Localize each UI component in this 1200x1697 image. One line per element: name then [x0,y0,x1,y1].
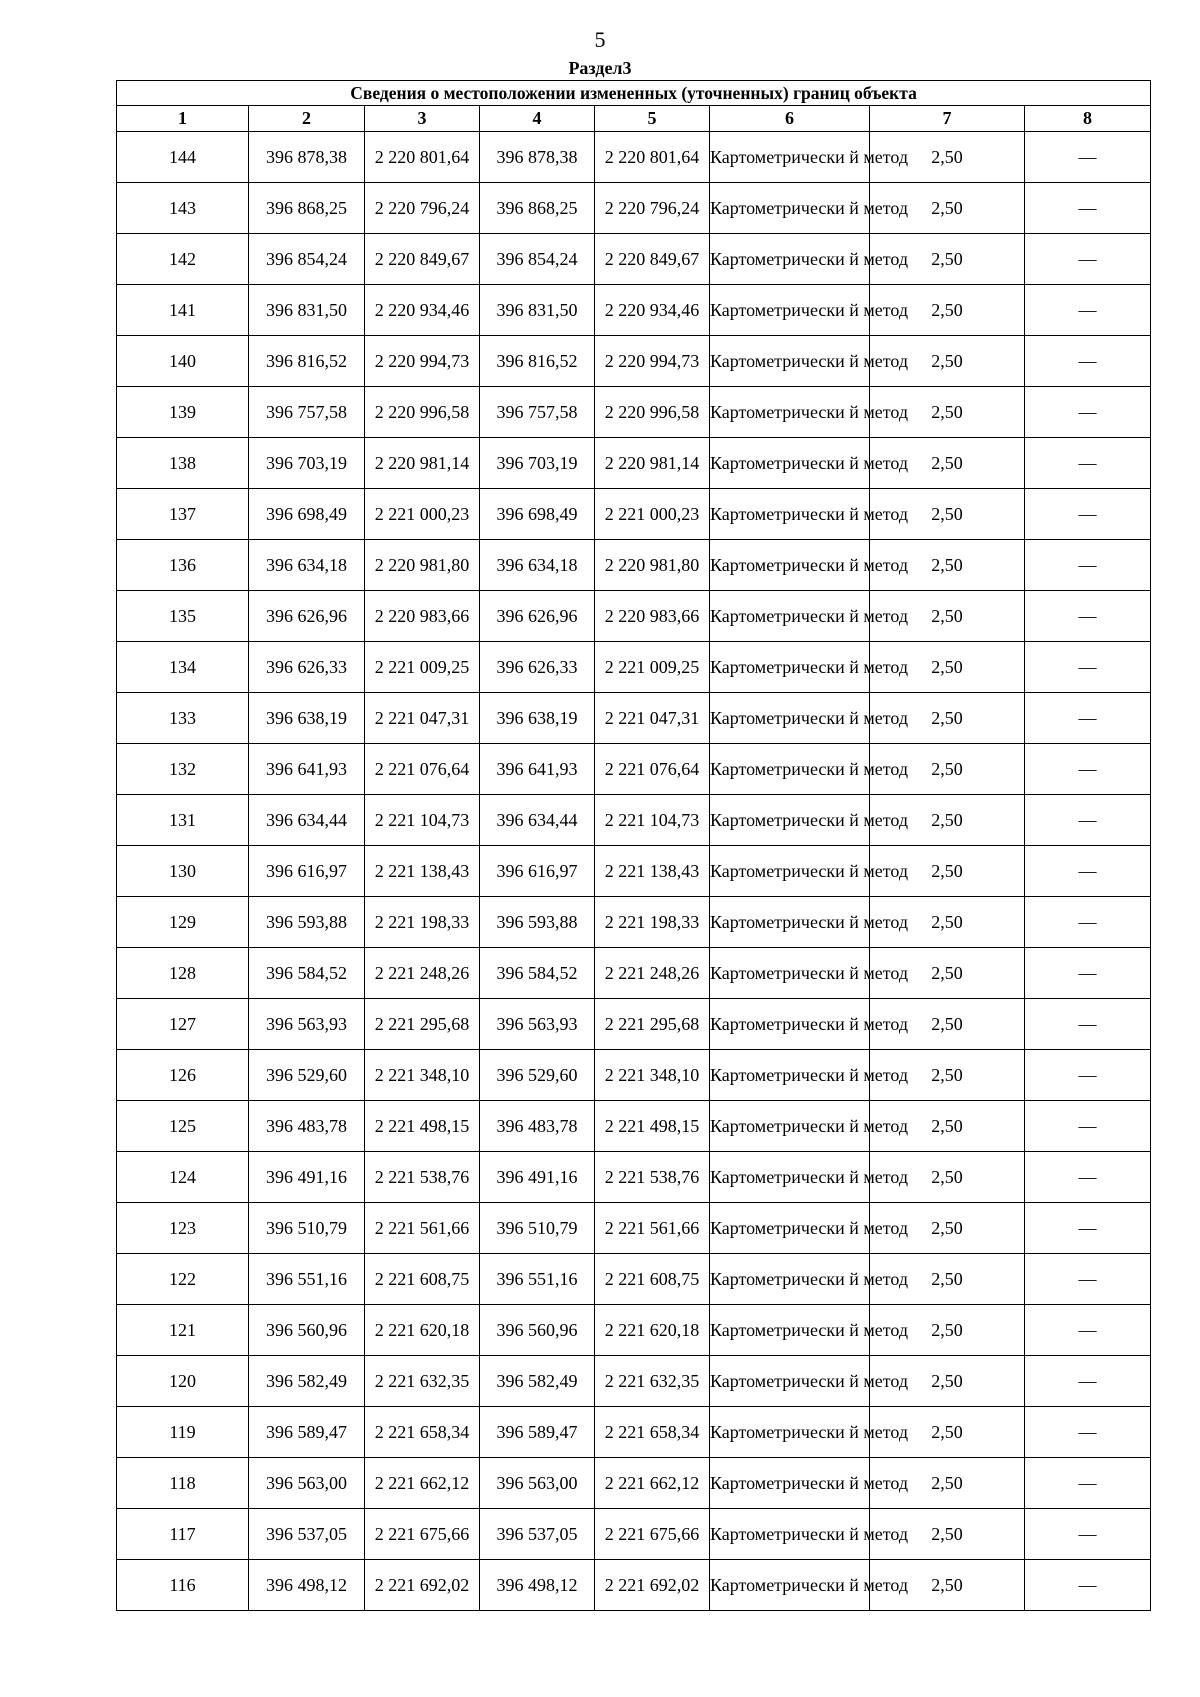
description-cell: — [1025,438,1151,489]
point-number-cell: 121 [117,1305,249,1356]
point-number-cell: 143 [117,183,249,234]
point-number-cell: 140 [117,336,249,387]
table-row [117,1254,1151,1305]
column-number: 4 [480,106,595,132]
accuracy-cell: 2,50 [870,795,1025,846]
accuracy-cell: 2,50 [870,744,1025,795]
table-row [117,897,1151,948]
x-refined-cell: 396 626,96 [480,591,595,642]
description-cell: — [1025,1254,1151,1305]
method-cell: Картометрически й метод [710,591,870,642]
x-existing-cell: 396 703,19 [249,438,365,489]
description-cell: — [1025,234,1151,285]
method-cell: Картометрически й метод [710,795,870,846]
method-cell: Картометрически й метод [710,132,870,183]
point-number-cell: 141 [117,285,249,336]
description-cell: — [1025,846,1151,897]
method-cell: Картометрически й метод [710,1509,870,1560]
table-row [117,948,1151,999]
method-cell: Картометрически й метод [710,540,870,591]
accuracy-cell: 2,50 [870,846,1025,897]
x-refined-cell: 396 634,44 [480,795,595,846]
accuracy-cell: 2,50 [870,1458,1025,1509]
method-cell: Картометрически й метод [710,1101,870,1152]
table-row [117,846,1151,897]
y-existing-cell: 2 220 994,73 [365,336,480,387]
point-number-cell: 144 [117,132,249,183]
accuracy-cell: 2,50 [870,132,1025,183]
accuracy-cell: 2,50 [870,948,1025,999]
point-number-cell: 117 [117,1509,249,1560]
accuracy-cell: 2,50 [870,387,1025,438]
point-number-cell: 120 [117,1356,249,1407]
accuracy-cell: 2,50 [870,642,1025,693]
table-row [117,1458,1151,1509]
point-number-cell: 135 [117,591,249,642]
point-number-cell: 137 [117,489,249,540]
x-refined-cell: 396 582,49 [480,1356,595,1407]
description-cell: — [1025,1152,1151,1203]
point-number-cell: 125 [117,1101,249,1152]
description-cell: — [1025,591,1151,642]
table-row [117,693,1151,744]
point-number-cell: 130 [117,846,249,897]
point-number-cell: 132 [117,744,249,795]
column-number: 2 [249,106,365,132]
table-row [117,183,1151,234]
x-refined-cell: 396 854,24 [480,234,595,285]
x-refined-cell: 396 638,19 [480,693,595,744]
boundary-coordinates-table [116,80,1151,1611]
y-refined-cell: 2 220 934,46 [595,285,710,336]
accuracy-cell: 2,50 [870,336,1025,387]
x-existing-cell: 396 638,19 [249,693,365,744]
y-refined-cell: 2 221 561,66 [595,1203,710,1254]
description-cell: — [1025,540,1151,591]
y-existing-cell: 2 220 983,66 [365,591,480,642]
y-existing-cell: 2 220 801,64 [365,132,480,183]
accuracy-cell: 2,50 [870,1305,1025,1356]
y-existing-cell: 2 220 849,67 [365,234,480,285]
x-refined-cell: 396 551,16 [480,1254,595,1305]
method-cell: Картометрически й метод [710,387,870,438]
method-cell: Картометрически й метод [710,846,870,897]
x-refined-cell: 396 868,25 [480,183,595,234]
table-row [117,1407,1151,1458]
x-existing-cell: 396 537,05 [249,1509,365,1560]
method-cell: Картометрически й метод [710,489,870,540]
method-cell: Картометрически й метод [710,693,870,744]
x-existing-cell: 396 563,93 [249,999,365,1050]
x-existing-cell: 396 641,93 [249,744,365,795]
column-number: 1 [117,106,249,132]
accuracy-cell: 2,50 [870,1356,1025,1407]
description-cell: — [1025,999,1151,1050]
x-refined-cell: 396 634,18 [480,540,595,591]
accuracy-cell: 2,50 [870,693,1025,744]
x-refined-cell: 396 831,50 [480,285,595,336]
x-refined-cell: 396 878,38 [480,132,595,183]
x-existing-cell: 396 698,49 [249,489,365,540]
method-cell: Картометрически й метод [710,642,870,693]
method-cell: Картометрически й метод [710,1305,870,1356]
x-refined-cell: 396 698,49 [480,489,595,540]
x-refined-cell: 396 641,93 [480,744,595,795]
accuracy-cell: 2,50 [870,1254,1025,1305]
x-refined-cell: 396 529,60 [480,1050,595,1101]
y-refined-cell: 2 221 620,18 [595,1305,710,1356]
y-refined-cell: 2 221 662,12 [595,1458,710,1509]
column-number: 6 [710,106,870,132]
y-refined-cell: 2 221 104,73 [595,795,710,846]
method-cell: Картометрически й метод [710,1356,870,1407]
y-existing-cell: 2 221 009,25 [365,642,480,693]
description-cell: — [1025,183,1151,234]
accuracy-cell: 2,50 [870,489,1025,540]
accuracy-cell: 2,50 [870,591,1025,642]
table-row [117,1152,1151,1203]
table-row [117,489,1151,540]
y-existing-cell: 2 221 348,10 [365,1050,480,1101]
y-existing-cell: 2 220 996,58 [365,387,480,438]
y-existing-cell: 2 221 076,64 [365,744,480,795]
table-row [117,336,1151,387]
x-refined-cell: 396 491,16 [480,1152,595,1203]
x-existing-cell: 396 498,12 [249,1560,365,1611]
table-row [117,234,1151,285]
description-cell: — [1025,132,1151,183]
point-number-cell: 127 [117,999,249,1050]
table-row [117,591,1151,642]
point-number-cell: 123 [117,1203,249,1254]
column-number: 5 [595,106,710,132]
description-cell: — [1025,1458,1151,1509]
x-existing-cell: 396 757,58 [249,387,365,438]
point-number-cell: 119 [117,1407,249,1458]
y-refined-cell: 2 221 047,31 [595,693,710,744]
x-existing-cell: 396 589,47 [249,1407,365,1458]
description-cell: — [1025,1050,1151,1101]
point-number-cell: 134 [117,642,249,693]
x-existing-cell: 396 551,16 [249,1254,365,1305]
table-row [117,999,1151,1050]
accuracy-cell: 2,50 [870,183,1025,234]
method-cell: Картометрически й метод [710,1254,870,1305]
y-existing-cell: 2 221 658,34 [365,1407,480,1458]
column-number: 3 [365,106,480,132]
description-cell: — [1025,1356,1151,1407]
description-cell: — [1025,795,1151,846]
description-cell: — [1025,1203,1151,1254]
point-number-cell: 136 [117,540,249,591]
y-existing-cell: 2 221 295,68 [365,999,480,1050]
x-existing-cell: 396 560,96 [249,1305,365,1356]
description-cell: — [1025,744,1151,795]
point-number-cell: 129 [117,897,249,948]
x-existing-cell: 396 483,78 [249,1101,365,1152]
x-refined-cell: 396 537,05 [480,1509,595,1560]
point-number-cell: 118 [117,1458,249,1509]
column-number-row [117,106,1151,132]
method-cell: Картометрически й метод [710,438,870,489]
x-refined-cell: 396 757,58 [480,387,595,438]
method-cell: Картометрически й метод [710,1560,870,1611]
method-cell: Картометрически й метод [710,336,870,387]
description-cell: — [1025,642,1151,693]
y-refined-cell: 2 220 981,80 [595,540,710,591]
y-refined-cell: 2 220 983,66 [595,591,710,642]
x-refined-cell: 396 593,88 [480,897,595,948]
x-refined-cell: 396 703,19 [480,438,595,489]
y-existing-cell: 2 221 632,35 [365,1356,480,1407]
y-refined-cell: 2 221 498,15 [595,1101,710,1152]
description-cell: — [1025,897,1151,948]
x-existing-cell: 396 510,79 [249,1203,365,1254]
x-refined-cell: 396 510,79 [480,1203,595,1254]
accuracy-cell: 2,50 [870,438,1025,489]
y-existing-cell: 2 221 198,33 [365,897,480,948]
y-refined-cell: 2 221 198,33 [595,897,710,948]
description-cell: — [1025,387,1151,438]
y-refined-cell: 2 221 000,23 [595,489,710,540]
x-existing-cell: 396 582,49 [249,1356,365,1407]
table-row [117,387,1151,438]
description-cell: — [1025,336,1151,387]
table-row [117,540,1151,591]
y-refined-cell: 2 221 295,68 [595,999,710,1050]
x-existing-cell: 396 584,52 [249,948,365,999]
y-refined-cell: 2 220 981,14 [595,438,710,489]
table-row [117,1509,1151,1560]
section-title: Раздел3 [568,58,632,78]
accuracy-cell: 2,50 [870,1407,1025,1458]
y-refined-cell: 2 220 801,64 [595,132,710,183]
y-refined-cell: 2 220 996,58 [595,387,710,438]
table-row [117,1050,1151,1101]
description-cell: — [1025,1101,1151,1152]
x-refined-cell: 396 589,47 [480,1407,595,1458]
table-row [117,1356,1151,1407]
description-cell: — [1025,693,1151,744]
y-refined-cell: 2 221 538,76 [595,1152,710,1203]
table-caption: Сведения о местоположении измененных (уточненных) границ объекта [117,81,1151,106]
y-refined-cell: 2 221 675,66 [595,1509,710,1560]
x-existing-cell: 396 491,16 [249,1152,365,1203]
x-existing-cell: 396 593,88 [249,897,365,948]
y-existing-cell: 2 220 981,14 [365,438,480,489]
x-refined-cell: 396 626,33 [480,642,595,693]
y-existing-cell: 2 221 104,73 [365,795,480,846]
accuracy-cell: 2,50 [870,1509,1025,1560]
y-existing-cell: 2 221 248,26 [365,948,480,999]
x-refined-cell: 396 563,00 [480,1458,595,1509]
x-refined-cell: 396 560,96 [480,1305,595,1356]
accuracy-cell: 2,50 [870,540,1025,591]
point-number-cell: 126 [117,1050,249,1101]
y-refined-cell: 2 221 009,25 [595,642,710,693]
x-existing-cell: 396 634,18 [249,540,365,591]
table-row [117,438,1151,489]
table-row [117,1560,1151,1611]
y-existing-cell: 2 221 692,02 [365,1560,480,1611]
method-cell: Картометрически й метод [710,948,870,999]
method-cell: Картометрически й метод [710,897,870,948]
table-row [117,744,1151,795]
y-existing-cell: 2 221 000,23 [365,489,480,540]
description-cell: — [1025,489,1151,540]
y-refined-cell: 2 221 658,34 [595,1407,710,1458]
y-refined-cell: 2 221 138,43 [595,846,710,897]
y-existing-cell: 2 221 047,31 [365,693,480,744]
accuracy-cell: 2,50 [870,999,1025,1050]
x-refined-cell: 396 584,52 [480,948,595,999]
x-existing-cell: 396 634,44 [249,795,365,846]
x-existing-cell: 396 563,00 [249,1458,365,1509]
y-refined-cell: 2 221 692,02 [595,1560,710,1611]
point-number-cell: 122 [117,1254,249,1305]
x-existing-cell: 396 626,33 [249,642,365,693]
accuracy-cell: 2,50 [870,1050,1025,1101]
column-number: 7 [870,106,1025,132]
accuracy-cell: 2,50 [870,285,1025,336]
y-refined-cell: 2 221 348,10 [595,1050,710,1101]
y-refined-cell: 2 220 994,73 [595,336,710,387]
accuracy-cell: 2,50 [870,1203,1025,1254]
description-cell: — [1025,1407,1151,1458]
accuracy-cell: 2,50 [870,1560,1025,1611]
method-cell: Картометрически й метод [710,234,870,285]
accuracy-cell: 2,50 [870,1152,1025,1203]
accuracy-cell: 2,50 [870,234,1025,285]
method-cell: Картометрически й метод [710,285,870,336]
y-refined-cell: 2 221 076,64 [595,744,710,795]
y-refined-cell: 2 220 849,67 [595,234,710,285]
point-number-cell: 124 [117,1152,249,1203]
y-refined-cell: 2 221 248,26 [595,948,710,999]
y-existing-cell: 2 221 538,76 [365,1152,480,1203]
y-existing-cell: 2 221 662,12 [365,1458,480,1509]
x-existing-cell: 396 626,96 [249,591,365,642]
point-number-cell: 133 [117,693,249,744]
table-row [117,1203,1151,1254]
x-refined-cell: 396 616,97 [480,846,595,897]
method-cell: Картометрически й метод [710,1407,870,1458]
description-cell: — [1025,1560,1151,1611]
y-existing-cell: 2 221 561,66 [365,1203,480,1254]
x-existing-cell: 396 854,24 [249,234,365,285]
table-row [117,642,1151,693]
y-existing-cell: 2 220 796,24 [365,183,480,234]
page-number: 5 [594,27,606,52]
y-existing-cell: 2 221 675,66 [365,1509,480,1560]
y-existing-cell: 2 220 934,46 [365,285,480,336]
x-refined-cell: 396 498,12 [480,1560,595,1611]
column-number: 8 [1025,106,1151,132]
x-refined-cell: 396 483,78 [480,1101,595,1152]
x-existing-cell: 396 831,50 [249,285,365,336]
point-number-cell: 128 [117,948,249,999]
point-number-cell: 116 [117,1560,249,1611]
y-existing-cell: 2 220 981,80 [365,540,480,591]
x-existing-cell: 396 868,25 [249,183,365,234]
y-existing-cell: 2 221 498,15 [365,1101,480,1152]
point-number-cell: 131 [117,795,249,846]
accuracy-cell: 2,50 [870,1101,1025,1152]
x-existing-cell: 396 529,60 [249,1050,365,1101]
x-existing-cell: 396 816,52 [249,336,365,387]
description-cell: — [1025,1509,1151,1560]
x-refined-cell: 396 563,93 [480,999,595,1050]
y-existing-cell: 2 221 608,75 [365,1254,480,1305]
y-refined-cell: 2 221 608,75 [595,1254,710,1305]
method-cell: Картометрически й метод [710,183,870,234]
point-number-cell: 138 [117,438,249,489]
description-cell: — [1025,948,1151,999]
x-existing-cell: 396 878,38 [249,132,365,183]
description-cell: — [1025,285,1151,336]
x-existing-cell: 396 616,97 [249,846,365,897]
x-refined-cell: 396 816,52 [480,336,595,387]
table-row [117,795,1151,846]
method-cell: Картометрически й метод [710,1050,870,1101]
y-existing-cell: 2 221 138,43 [365,846,480,897]
y-refined-cell: 2 220 796,24 [595,183,710,234]
method-cell: Картометрически й метод [710,1203,870,1254]
method-cell: Картометрически й метод [710,1458,870,1509]
table-row [117,285,1151,336]
method-cell: Картометрически й метод [710,744,870,795]
y-existing-cell: 2 221 620,18 [365,1305,480,1356]
table-body [117,132,1151,1611]
method-cell: Картометрически й метод [710,999,870,1050]
description-cell: — [1025,1305,1151,1356]
table-row [117,1305,1151,1356]
table-row [117,1101,1151,1152]
point-number-cell: 142 [117,234,249,285]
table-row [117,132,1151,183]
method-cell: Картометрически й метод [710,1152,870,1203]
accuracy-cell: 2,50 [870,897,1025,948]
y-refined-cell: 2 221 632,35 [595,1356,710,1407]
point-number-cell: 139 [117,387,249,438]
